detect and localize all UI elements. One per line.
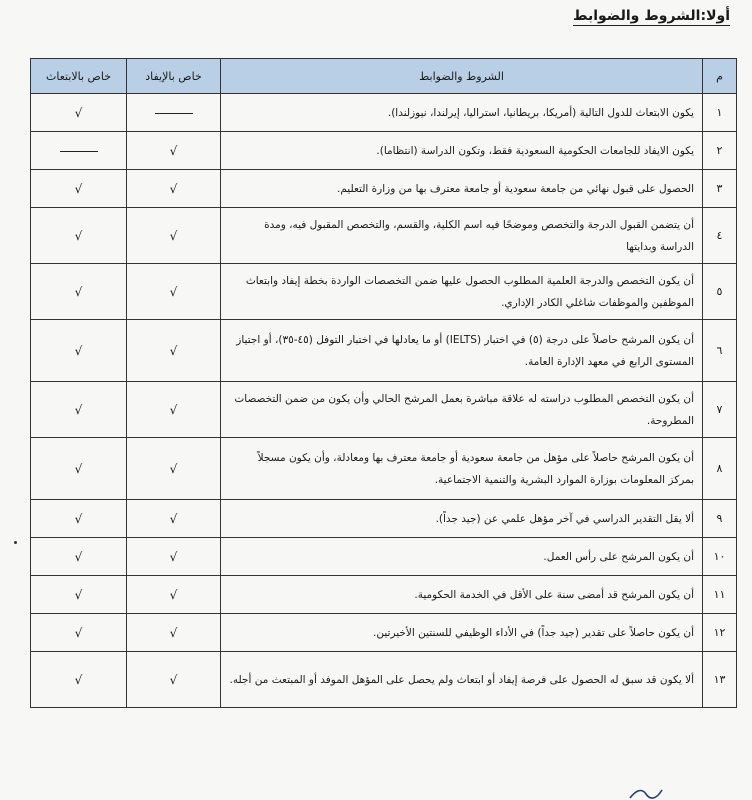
dash-line-icon	[155, 113, 193, 114]
scholarship-checkmark: √	[31, 500, 127, 538]
scholarship-not-applicable	[31, 132, 127, 170]
row-condition-text: أن يكون المرشح قد أمضى سنة على الأقل في الخدمة الحكومية.	[221, 576, 703, 614]
table-row	[31, 538, 737, 576]
scholarship-checkmark: √	[31, 614, 127, 652]
delegation-checkmark: √	[127, 132, 221, 170]
dash-line-icon	[60, 151, 98, 152]
header-condition: الشروط والضوابط	[221, 59, 703, 94]
row-number: ١٢	[703, 614, 737, 652]
table-row	[31, 614, 737, 652]
row-number: ١٠	[703, 538, 737, 576]
row-number: ٤	[703, 208, 737, 264]
row-condition-text: يكون الايفاد للجامعات الحكومية السعودية فقط، وتكون الدراسة (انتظاما).	[221, 132, 703, 170]
delegation-checkmark: √	[127, 538, 221, 576]
row-condition-text: أن يكون التخصص والدرجة العلمية المطلوب الحصول عليها ضمن التخصصات الواردة بخطة إيفاد وابتعاث الموظفين والموظفات شاغلي الكادر الإداري.	[221, 264, 703, 320]
row-number: ٧	[703, 382, 737, 438]
row-condition-text: أن يكون المرشح حاصلاً على درجة (٥) في اختبار (IELTS) أو ما يعادلها في اختبار التوفل (٤٥-٣٥)، أو اجتياز المستوى الرابع في معهد الإدارة العامة.	[221, 320, 703, 382]
row-condition-text: أن يتضمن القبول الدرجة والتخصص وموضحًا فيه اسم الكلية، والقسم، والتخصص المقبول فيه، ومدة الدراسة وبدايتها	[221, 208, 703, 264]
section-heading	[573, 8, 730, 24]
table-row	[31, 320, 737, 382]
table-row	[31, 500, 737, 538]
delegation-checkmark: √	[127, 438, 221, 500]
conditions-table	[30, 58, 737, 708]
delegation-checkmark: √	[127, 208, 221, 264]
scholarship-checkmark: √	[31, 94, 127, 132]
stray-dot	[14, 541, 17, 544]
row-number: ١	[703, 94, 737, 132]
row-number: ٢	[703, 132, 737, 170]
delegation-checkmark: √	[127, 576, 221, 614]
table-row	[31, 652, 737, 708]
delegation-checkmark: √	[127, 614, 221, 652]
delegation-checkmark: √	[127, 500, 221, 538]
row-number: ٥	[703, 264, 737, 320]
row-number: ٨	[703, 438, 737, 500]
header-scholarship: خاص بالابتعاث	[31, 59, 127, 94]
delegation-checkmark: √	[127, 652, 221, 708]
row-condition-text: أن يكون المرشح على رأس العمل.	[221, 538, 703, 576]
row-condition-text: يكون الابتعاث للدول التالية (أمريكا، بريطانيا، استراليا، إيرلندا، نيوزلندا).	[221, 94, 703, 132]
scholarship-checkmark: √	[31, 170, 127, 208]
delegation-checkmark: √	[127, 320, 221, 382]
delegation-not-applicable	[127, 94, 221, 132]
scholarship-checkmark: √	[31, 320, 127, 382]
row-condition-text: ألا يكون قد سبق له الحصول على فرصة إيفاد أو ابتعاث ولم يحصل على المؤهل الموفد أو المبتعث من أجله.	[221, 652, 703, 708]
row-condition-text: أن يكون حاصلاً على تقدير (جيد جداً) في الأداء الوظيفي للسنتين الأخيرتين.	[221, 614, 703, 652]
table-row	[31, 170, 737, 208]
header-num: م	[703, 59, 737, 94]
scholarship-checkmark: √	[31, 652, 127, 708]
table-row	[31, 132, 737, 170]
row-condition-text: ألا يقل التقدير الدراسي في آخر مؤهل علمي عن (جيد جداً).	[221, 500, 703, 538]
table-row	[31, 208, 737, 264]
scholarship-checkmark: √	[31, 576, 127, 614]
table-row	[31, 576, 737, 614]
delegation-checkmark: √	[127, 382, 221, 438]
scholarship-checkmark: √	[31, 438, 127, 500]
row-number: ١١	[703, 576, 737, 614]
table-row	[31, 264, 737, 320]
pen-mark-icon	[628, 786, 668, 800]
scholarship-checkmark: √	[31, 208, 127, 264]
table-row	[31, 438, 737, 500]
scholarship-checkmark: √	[31, 538, 127, 576]
table-row	[31, 382, 737, 438]
table-row	[31, 94, 737, 132]
section-heading-text: أولا:الشروط والضوابط	[572, 8, 730, 24]
row-number: ١٣	[703, 652, 737, 708]
row-number: ٦	[703, 320, 737, 382]
scholarship-checkmark: √	[31, 264, 127, 320]
scholarship-checkmark: √	[31, 382, 127, 438]
row-condition-text: الحصول على قبول نهائي من جامعة سعودية أو جامعة معترف بها من وزارة التعليم.	[221, 170, 703, 208]
header-delegation: خاص بالإيفاد	[127, 59, 221, 94]
row-number: ٩	[703, 500, 737, 538]
table-header-row	[31, 59, 737, 94]
row-number: ٣	[703, 170, 737, 208]
row-condition-text: أن يكون المرشح حاصلاً على مؤهل من جامعة سعودية أو جامعة معترف بها ومعادلة، وأن يكون مسجلاً بمركز المعلومات بوزارة الموارد البشرية والتنمية الاجتماعية.	[221, 438, 703, 500]
delegation-checkmark: √	[127, 170, 221, 208]
delegation-checkmark: √	[127, 264, 221, 320]
row-condition-text: أن يكون التخصص المطلوب دراسته له علاقة مباشرة بعمل المرشح الحالي وأن يكون من ضمن التخصصات المطروحة.	[221, 382, 703, 438]
